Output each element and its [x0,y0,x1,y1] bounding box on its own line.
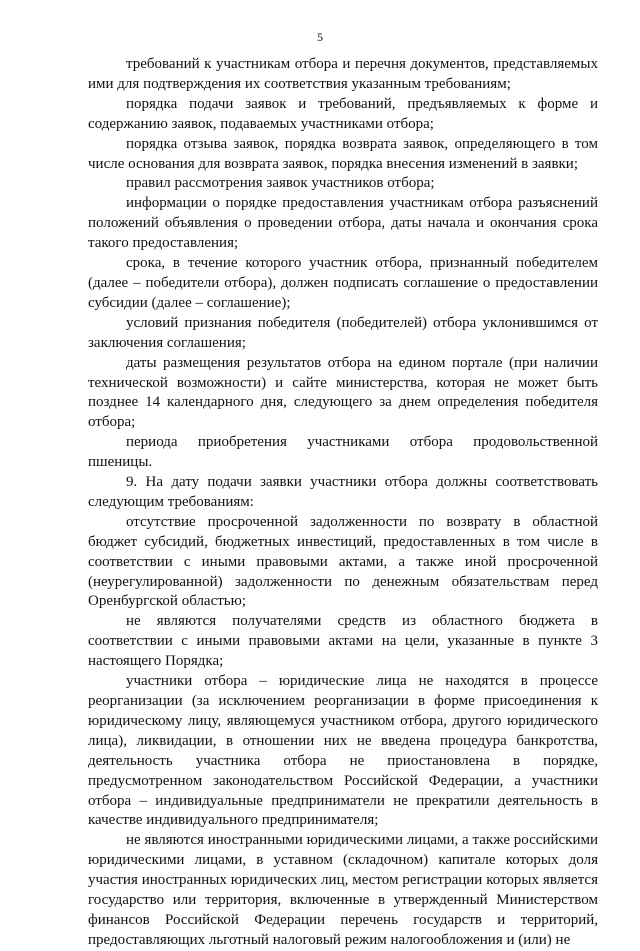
paragraph: даты размещения результатов отбора на едином портале (при наличии технической возможности) и сайте министерства, которая не может быть позднее 14 календарного дня, следующего за днем определения победителя отбора; [88,354,598,431]
paragraph: порядка подачи заявок и требований, предъявляемых к форме и содержанию заявок, подаваемых участниками отбора; [88,95,598,132]
paragraph: условий признания победителя (победителей) отбора уклонившимся от заключения соглашения; [88,314,598,351]
paragraph: участники отбора – юридические лица не находятся в процессе реорганизации (за исключением реорганизации в форме присоединения к юридическому лицу, являющемуся участником отбора, другого юридического лица), ликвидации, в отношении них не введена процедура банкротства, деятельность участника отбора не приостановлена в порядке, предусмотренном законодательством Российской Федерации, а участники отбора – индивидуальные предприниматели не прекратили деятельность в качестве индивидуального предпринимателя; [88,673,598,829]
paragraph: отсутствие просроченной задолженности по возврату в областной бюджет субсидий, бюджетных инвестиций, предоставленных в том числе в соответствии с иными правовыми актами, а также иной просроченной (неурегулированной) задолженности по денежным обязательствам перед Оренбургской областью; [88,513,598,610]
paragraph: информации о порядке предоставления участникам отбора разъяснений положений объявления о проведении отбора, даты начала и окончания срока такого предоставления; [88,195,598,252]
paragraph: порядка отзыва заявок, порядка возврата заявок, определяющего в том числе основания для возврата заявок, порядка внесения изменений в заявки; [88,135,598,172]
paragraph: срока, в течение которого участник отбора, признанный победителем (далее – победители отбора), должен подписать соглашение о предоставлении субсидии (далее – соглашение); [88,255,598,311]
paragraph: не являются получателями средств из областного бюджета в соответствии с иными правовыми актами на цели, указанные в пункте 3 настоящего Порядка; [88,613,598,670]
paragraph: требований к участникам отбора и перечня документов, представляемых ими для подтверждения их соответствия указанным требованиям; [88,56,598,92]
paragraph: правил рассмотрения заявок участников отбора; [126,175,435,192]
document-body [88,55,598,951]
paragraph: периода приобретения участниками отбора продовольственной пшеницы. [88,434,598,471]
page-number: 5 [317,30,323,44]
paragraph: не являются иностранными юридическими лицами, а также российскими юридическими лицами, в уставном (складочном) капитале которых доля участия иностранных юридических лиц, местом регистрации которых является государство или территория, включенные в утвержденный Министерством финансов Российской Федерации перечень государств и территорий, предоставляющих льготный налоговый режим налогообложения и (или) не [88,832,598,948]
paragraph: 9. На дату подачи заявки участники отбора должны соответствовать следующим требованиям: [88,474,598,510]
